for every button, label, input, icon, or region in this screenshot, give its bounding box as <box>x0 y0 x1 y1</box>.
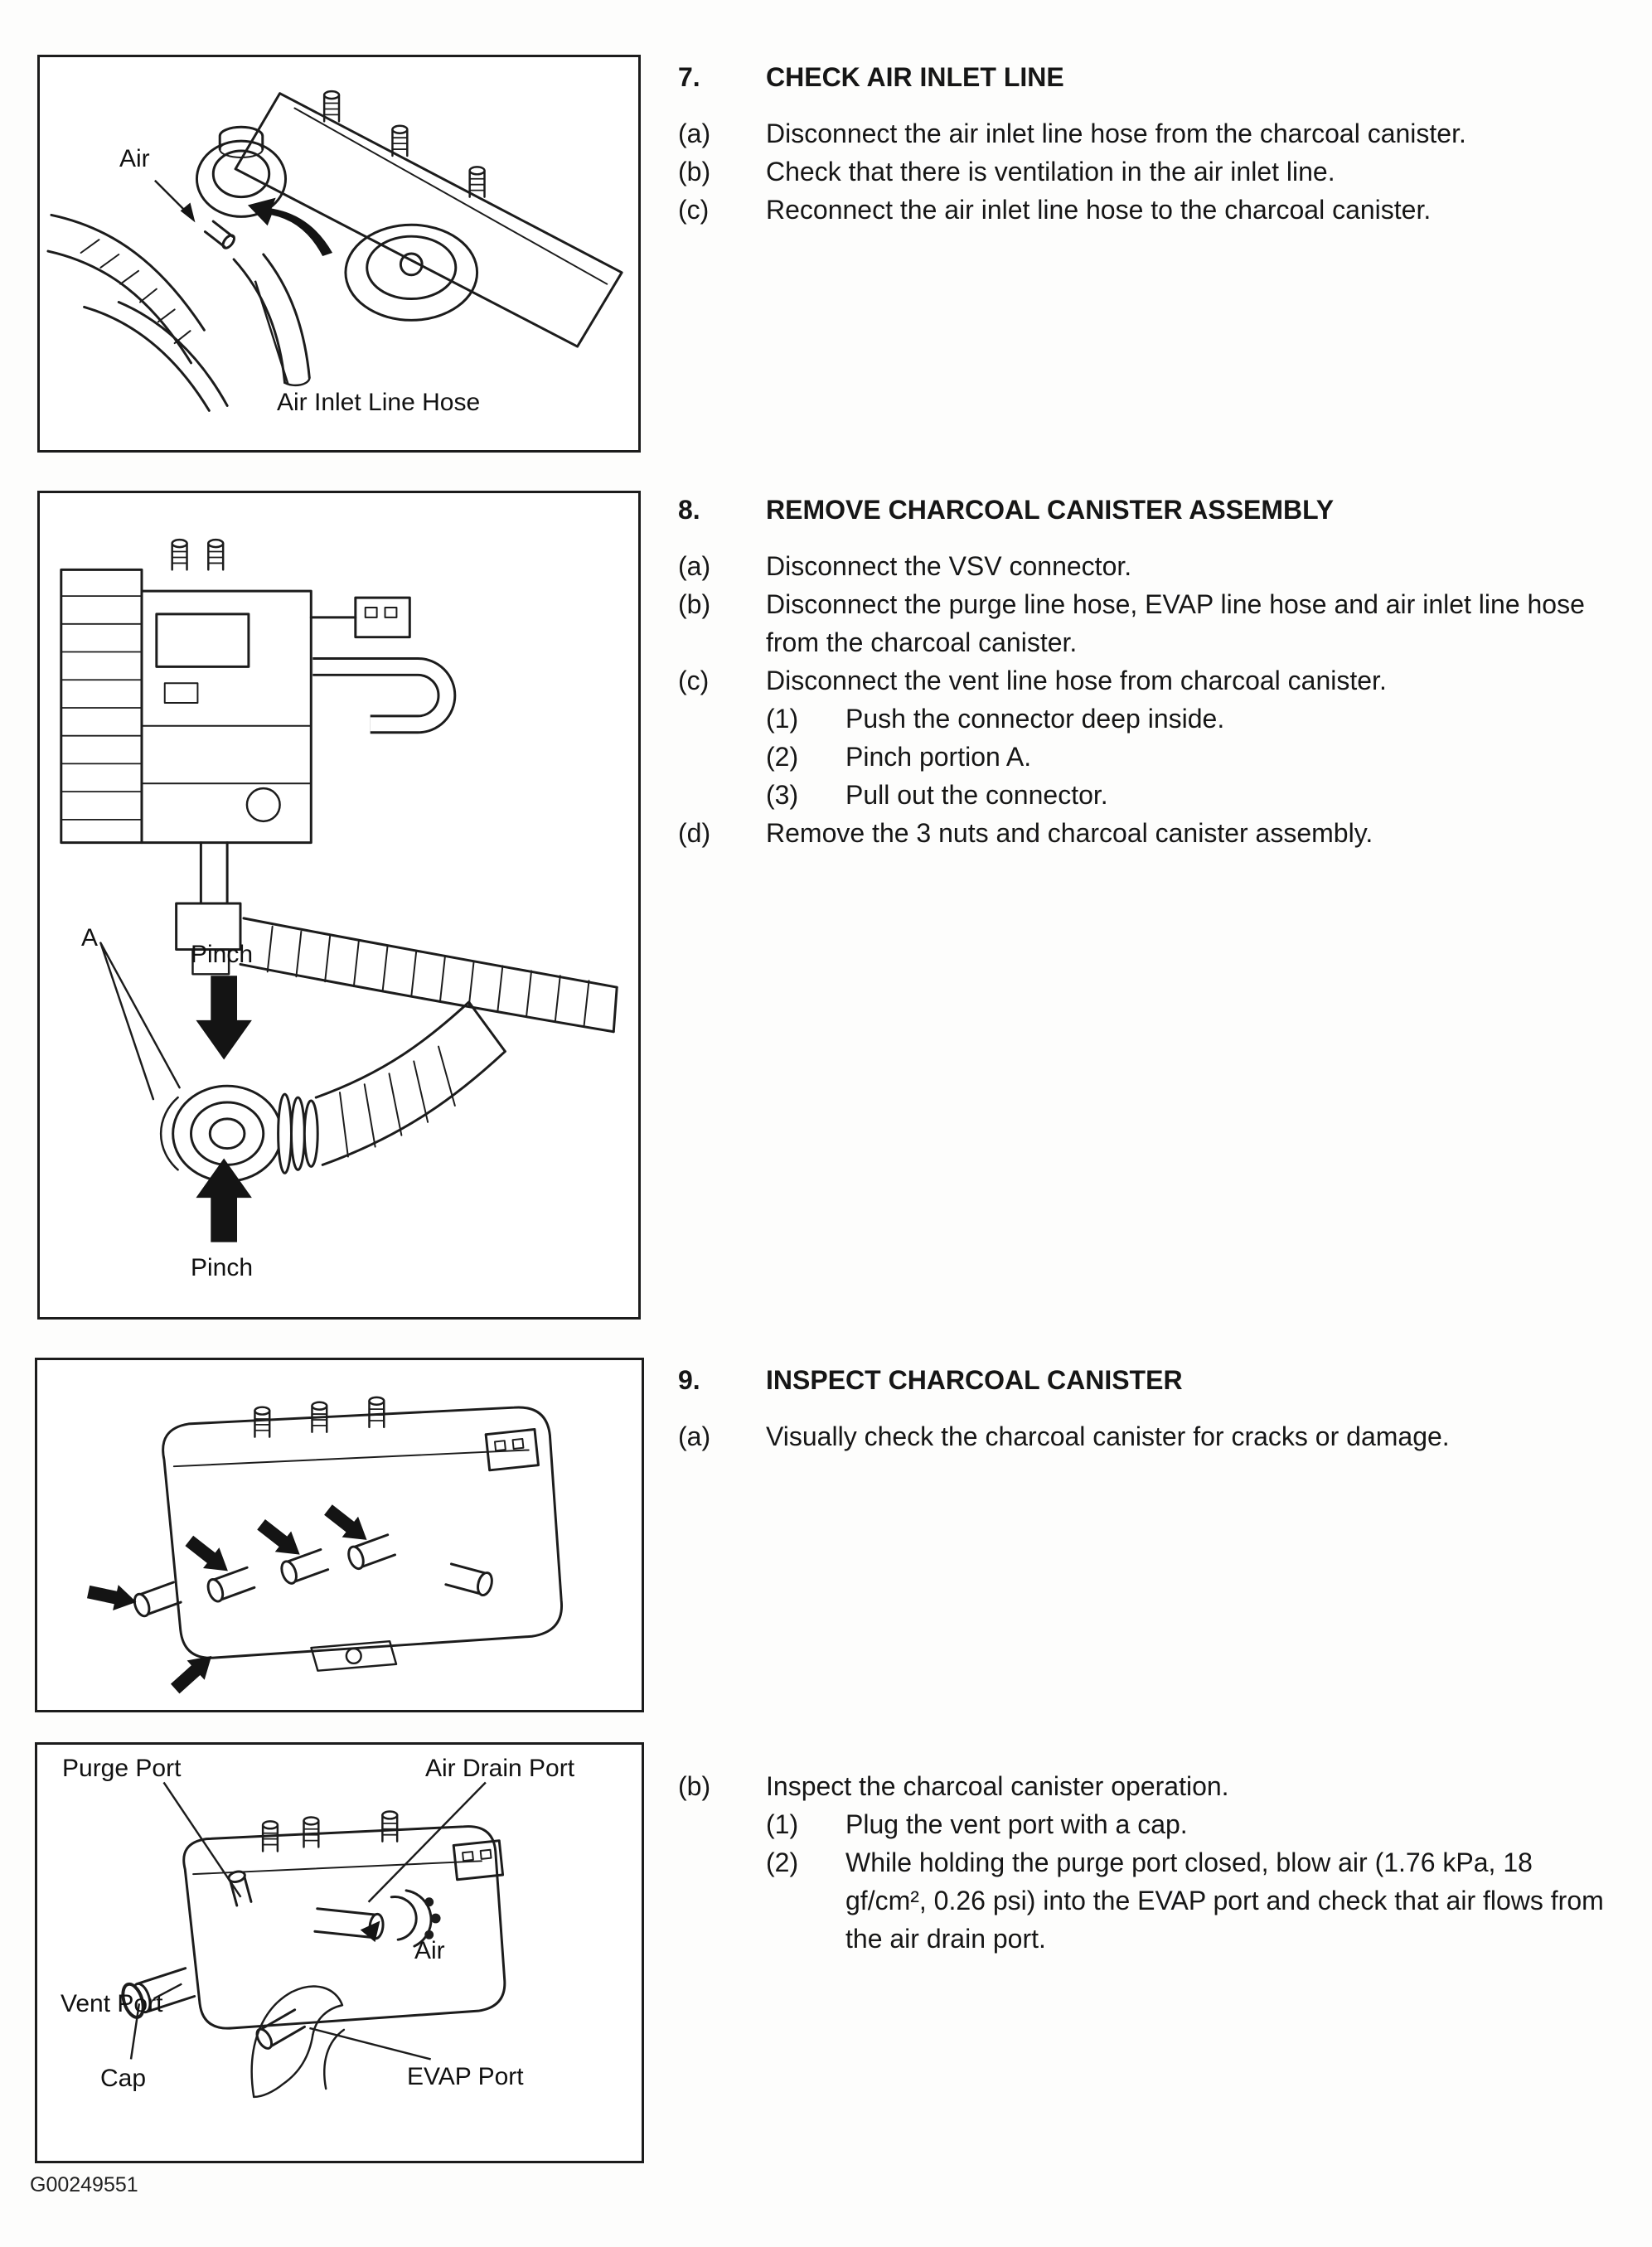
step-list <box>678 547 1616 852</box>
figure-label-purge-port: Purge Port <box>62 1755 182 1782</box>
figure-label-cap: Cap <box>100 2065 147 2092</box>
step-label: (b) <box>678 157 711 186</box>
substep-text: Pinch portion A. <box>845 742 1032 772</box>
step-text: Disconnect the VSV connector. <box>766 551 1132 581</box>
figure-code: G00249551 <box>30 2173 138 2196</box>
step-row <box>678 114 1616 153</box>
figure-canister-removal <box>37 491 641 1320</box>
section-8 <box>678 491 1616 852</box>
figure-label-evap-port: EVAP Port <box>407 2063 524 2090</box>
figure-air-inlet-check <box>37 55 641 453</box>
bracket-and-canister-group <box>48 91 622 410</box>
substep-text: While holding the purge port closed, blow air (1.76 kPa, 18 gf/cm², 0.26 psi) into the EVAP port and check that air flows from the air drain port. <box>845 1847 1604 1954</box>
step-label: (c) <box>678 666 710 695</box>
section-heading <box>678 58 1616 96</box>
step-list <box>678 1767 1616 1958</box>
substep-text: Push the connector deep inside. <box>845 704 1225 734</box>
step-row <box>678 153 1616 191</box>
section-9 <box>678 1361 1616 1455</box>
section-number: 7. <box>678 62 700 92</box>
section-title: REMOVE CHARCOAL CANISTER ASSEMBLY <box>766 495 1335 525</box>
substep-text: Pull out the connector. <box>845 780 1108 810</box>
canister-removal-drawing <box>40 493 638 1317</box>
section-number: 9. <box>678 1365 700 1395</box>
substep-row <box>766 1843 1616 1958</box>
substep-row <box>766 1805 1616 1843</box>
canister-inspection-drawing <box>37 1360 642 1710</box>
section-title: INSPECT CHARCOAL CANISTER <box>766 1365 1183 1395</box>
step-text: Remove the 3 nuts and charcoal canister assembly. <box>766 818 1373 848</box>
section-7 <box>678 58 1616 229</box>
step-label: (d) <box>678 818 711 848</box>
step-text: Inspect the charcoal canister operation. <box>766 1771 1229 1801</box>
figure-label-portion-a: A <box>81 924 99 952</box>
canister-assembly-group <box>61 540 410 974</box>
step-text: Visually check the charcoal canister for cracks or damage. <box>766 1421 1450 1451</box>
substep-label: (2) <box>766 1847 799 1877</box>
figure-label-air: Air <box>414 1937 445 1964</box>
step-label: (a) <box>678 119 711 148</box>
step-label: (a) <box>678 1421 711 1451</box>
pinch-arrow-down-icon <box>196 976 251 1059</box>
step-row <box>678 547 1616 585</box>
step-row <box>678 1767 1616 1805</box>
substep-label: (2) <box>766 742 799 772</box>
section-heading <box>678 491 1616 529</box>
canister-body-group <box>119 1812 505 2097</box>
step-label: (b) <box>678 1771 711 1801</box>
step-row <box>678 1417 1616 1455</box>
step-text: Disconnect the purge line hose, EVAP line hose and air inlet line hose from the charcoal canister. <box>766 589 1585 657</box>
section-heading <box>678 1361 1616 1399</box>
canister-operation-drawing <box>37 1745 642 2161</box>
figure-label-air-drain-port: Air Drain Port <box>425 1755 575 1782</box>
figure-canister-operation <box>35 1742 644 2163</box>
substep-row <box>766 776 1616 814</box>
substep-text: Plug the vent port with a cap. <box>845 1809 1188 1839</box>
substep-label: (1) <box>766 704 799 734</box>
vent-hose-group <box>240 918 617 1032</box>
step-text: Disconnect the vent line hose from charcoal canister. <box>766 666 1387 695</box>
step-list <box>678 114 1616 229</box>
step-text: Check that there is ventilation in the air inlet line. <box>766 157 1335 186</box>
pinch-arrow-up-icon <box>196 1158 251 1242</box>
u-pipe-group <box>312 666 447 724</box>
figure-label-air: Air <box>119 145 150 172</box>
connector-detail-group <box>100 943 505 1182</box>
figure-label-pinch-bottom: Pinch <box>191 1254 254 1281</box>
step-row <box>678 814 1616 852</box>
air-pointer-arrow-icon <box>181 203 196 223</box>
substep-row <box>766 738 1616 776</box>
figure-label-vent-port: Vent Port <box>61 1990 163 2017</box>
step-label: (b) <box>678 589 711 619</box>
section-9-continued <box>678 1767 1616 1958</box>
section-number: 8. <box>678 495 700 525</box>
step-row <box>678 585 1616 661</box>
direction-arrow-icon <box>248 198 332 256</box>
step-text: Disconnect the air inlet line hose from the charcoal canister. <box>766 119 1466 148</box>
step-label: (c) <box>678 195 710 225</box>
substep-row <box>766 700 1616 738</box>
figure-canister-inspection <box>35 1358 644 1712</box>
step-row <box>678 661 1616 700</box>
step-row <box>678 191 1616 229</box>
step-text: Reconnect the air inlet line hose to the charcoal canister. <box>766 195 1432 225</box>
section-title: CHECK AIR INLET LINE <box>766 62 1064 92</box>
substep-label: (1) <box>766 1809 799 1839</box>
step-list <box>678 1417 1616 1455</box>
substep-label: (3) <box>766 780 799 810</box>
figure-label-air-inlet-line-hose: Air Inlet Line Hose <box>277 389 481 416</box>
step-label: (a) <box>678 551 711 581</box>
figure-label-pinch-top: Pinch <box>191 941 254 968</box>
